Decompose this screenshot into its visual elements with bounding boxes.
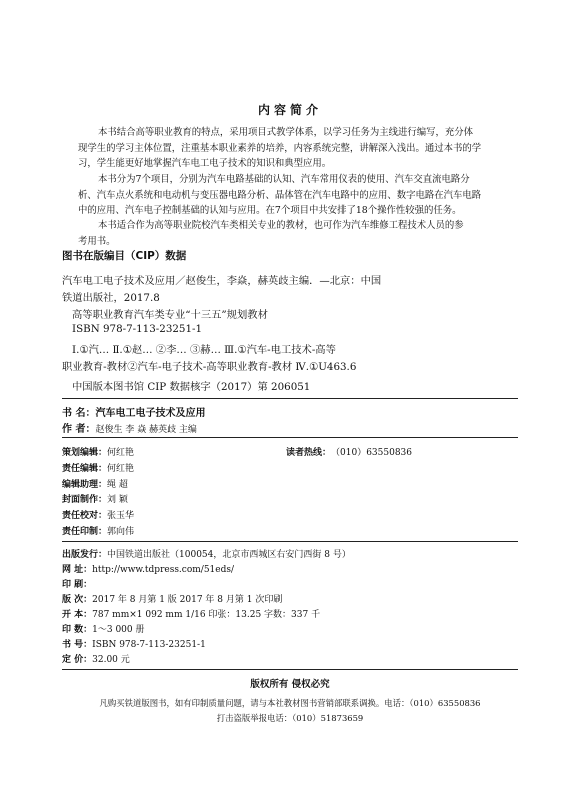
field-label: 责任编辑： bbox=[62, 464, 108, 474]
publish-row bbox=[62, 637, 206, 650]
field-label: 策划编辑： bbox=[62, 448, 108, 458]
field-value: （010）63550836 bbox=[331, 448, 413, 458]
cip-line: 汽车电工电子技术及应用／赵俊生，李焱，赫英歧主编．—北京：中国 bbox=[62, 275, 382, 287]
publish-row bbox=[62, 577, 92, 590]
book-title: 汽车电工电子技术及应用 bbox=[95, 408, 206, 419]
cip-line: Ⅰ.①汽… Ⅱ.①赵… ②李… ③赫… Ⅲ.①汽车-电工技术-高等 bbox=[72, 344, 336, 356]
reader-hotline bbox=[286, 445, 412, 458]
field-value: 2017 年 8 月第 1 版 2017 年 8 月第 1 次印刷 bbox=[92, 595, 283, 605]
text-line: 本书结合高等职业教育的特点，采用项目式教学体系，以学习任务为主线进行编写，充分体 bbox=[98, 127, 474, 138]
anti-piracy-hotline: 打击盗版举报电话：（010）51873659 bbox=[216, 713, 364, 723]
publish-row bbox=[62, 547, 351, 560]
summary-title: 内容简介 bbox=[257, 103, 322, 117]
field-label: 读者热线： bbox=[286, 448, 332, 458]
publish-row bbox=[62, 622, 145, 635]
field-label: 书 号： bbox=[62, 640, 93, 650]
divider bbox=[62, 669, 518, 670]
field-value: 32.00 元 bbox=[92, 655, 130, 665]
text-line: 本书分为7个项目，分别为汽车电路基础的认知、汽车常用仪表的使用、汽车交直流电路分 bbox=[98, 174, 470, 185]
cip-line: 职业教育-教材②汽车-电子技术-高等职业教育-教材 Ⅳ.①U463.6 bbox=[62, 361, 357, 373]
field-label: 作 者： bbox=[62, 424, 96, 435]
editor-row bbox=[62, 508, 134, 521]
print-quality-notice: 凡购买铁道版图书，如有印制质量问题，请与本社教材图书营销部联系调换。电话：（010）63550836 bbox=[99, 698, 481, 708]
field-value: 张玉华 bbox=[107, 511, 135, 521]
text-line: 习，学生能更好地掌握汽车电工电子技术的知识和典型应用。 bbox=[78, 158, 332, 169]
field-label: 编辑助理： bbox=[62, 480, 108, 490]
editor-row bbox=[62, 461, 134, 474]
field-value: 1～3 000 册 bbox=[92, 625, 145, 635]
divider bbox=[62, 437, 518, 438]
field-value: 何红艳 bbox=[107, 464, 135, 474]
field-value: 787 mm×1 092 mm 1/16 印张：13.25 字数：337 千 bbox=[92, 610, 321, 620]
cip-line: 中国版本图书馆 CIP 数据核字（2017）第 206051 bbox=[72, 381, 311, 393]
publish-row bbox=[62, 562, 234, 575]
text-line: 析、汽车点火系统和电动机与变压器电路分析、晶体管在汽车电路中的应用、数字电路在汽车电路 bbox=[78, 189, 482, 201]
field-label: 封面制作： bbox=[62, 495, 108, 505]
field-value: http://www.tdpress.com/51eds/ bbox=[92, 565, 235, 575]
field-label: 责任校对： bbox=[62, 511, 108, 521]
book-title-row bbox=[62, 404, 205, 419]
text-line: 中的应用、汽车电子控制基础的认知与应用。在7个项目中共安排了18个操作性较强的任务。 bbox=[78, 205, 462, 216]
editor-row bbox=[62, 445, 134, 458]
summary-paragraph-2 bbox=[78, 172, 508, 219]
field-value: 何红艳 bbox=[107, 448, 135, 458]
publish-row bbox=[62, 607, 320, 620]
field-label: 网 址： bbox=[62, 565, 93, 575]
field-label: 版 次： bbox=[62, 595, 93, 605]
divider bbox=[62, 398, 518, 399]
field-label: 印 刷： bbox=[62, 580, 93, 590]
editor-row bbox=[62, 492, 128, 505]
editor-row bbox=[62, 524, 134, 537]
cip-line: 铁道出版社，2017.8 bbox=[62, 292, 160, 304]
field-label: 开 本： bbox=[62, 610, 93, 620]
field-label: 书 名： bbox=[62, 408, 96, 419]
field-value: 绳 超 bbox=[107, 480, 128, 490]
field-label: 出版发行： bbox=[62, 550, 108, 560]
field-value: ISBN 978-7-113-23251-1 bbox=[92, 640, 206, 650]
field-label: 定 价： bbox=[62, 655, 93, 665]
text-line: 本书适合作为高等职业院校汽车类相关专业的教材，也可作为汽车维修工程技术人员的参 bbox=[98, 220, 464, 231]
copyright-notice: 版权所有 侵权必究 bbox=[250, 679, 330, 690]
field-value: 刘 颖 bbox=[107, 495, 128, 505]
field-label: 责任印制： bbox=[62, 527, 108, 537]
summary-paragraph-3 bbox=[78, 218, 508, 249]
divider bbox=[62, 541, 518, 542]
cip-line: ISBN 978-7-113-23251-1 bbox=[72, 323, 203, 335]
publish-row bbox=[62, 652, 130, 665]
text-line: 考用书。 bbox=[78, 235, 116, 247]
publish-row bbox=[62, 592, 282, 605]
text-line: 现学生的学习主体位置，注重基本职业素养的培养，内容系统完整，讲解深入浅出。通过本书的学 bbox=[78, 142, 482, 154]
book-authors: 赵俊生 李 焱 赫英歧 主编 bbox=[95, 425, 197, 435]
book-author-row bbox=[62, 420, 197, 435]
cip-line: 高等职业教育汽车类专业“十三五”规划教材 bbox=[72, 309, 268, 321]
editor-row bbox=[62, 477, 128, 490]
field-label: 印 数： bbox=[62, 625, 93, 635]
summary-paragraph-1 bbox=[78, 125, 508, 172]
cip-heading: 图书在版编目（CIP）数据 bbox=[62, 250, 187, 262]
field-value: 郭向伟 bbox=[107, 527, 135, 537]
field-value: 中国铁道出版社（100054，北京市西城区右安门西街 8 号） bbox=[107, 550, 351, 560]
